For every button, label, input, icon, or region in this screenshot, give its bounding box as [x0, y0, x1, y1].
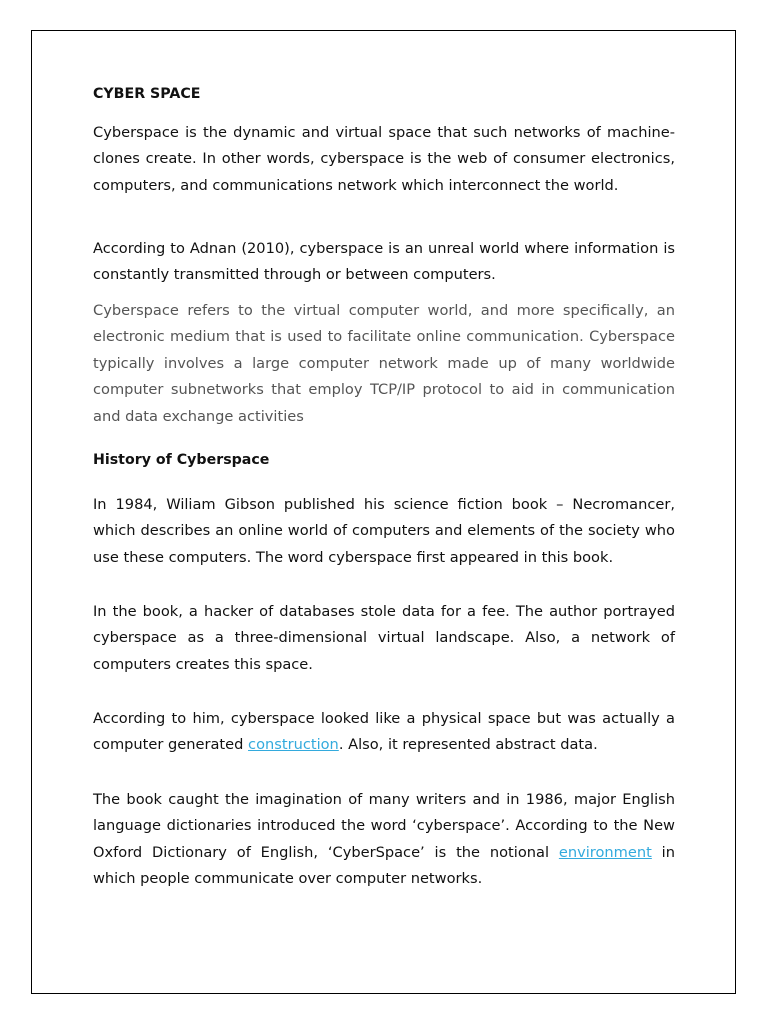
text-segment: According to him, cyberspace looked like a physical space but was actually a computer generated	[93, 710, 675, 754]
paragraph-hacker: In the book, a hacker of databases stole data for a fee. The author portrayed cyberspace as a three-dimensional virtual landscape. Also, a network of computers creates this space.	[93, 603, 675, 673]
section-heading-history: History of Cyberspace	[93, 452, 270, 468]
paragraph-definition: Cyberspace is the dynamic and virtual space that such networks of machine-clones create. In other words, cyberspace is the web of consumer electronics, computers, and communications network which interconnect the world.	[93, 124, 675, 194]
construction-link[interactable]: construction	[248, 736, 339, 754]
document-title: CYBER SPACE	[93, 86, 201, 102]
paragraph-physical-space	[93, 706, 675, 759]
text-segment: The book caught the imagination of many writers and in 1986, major English language dictionaries introduced the word ‘cyberspace’. According to the New Oxford Dictionary of English, ‘CyberSpace’ is the notional	[93, 791, 675, 861]
text-segment: in which people communicate over computer networks.	[93, 843, 675, 888]
paragraph-adnan: According to Adnan (2010), cyberspace is an unreal world where information is constantly transmitted through or between computers.	[93, 240, 675, 284]
paragraph-dictionary	[93, 787, 675, 893]
text-segment: . Also, it represented abstract data.	[338, 736, 598, 754]
environment-link[interactable]: environment	[558, 843, 652, 861]
paragraph-virtual-world: Cyberspace refers to the virtual computer world, and more specifically, an electronic medium that is used to facilitate online communication. Cyberspace typically involves a large computer network made up of many worldwide computer subnetworks that employ TCP/IP protocol to aid in communication and data exchange activities	[93, 302, 675, 425]
paragraph-gibson: In 1984, Wiliam Gibson published his science fiction book – Necromancer, which describes an online world of computers and elements of the society who use these computers. The word cyberspace first appeared in this book.	[93, 496, 675, 566]
